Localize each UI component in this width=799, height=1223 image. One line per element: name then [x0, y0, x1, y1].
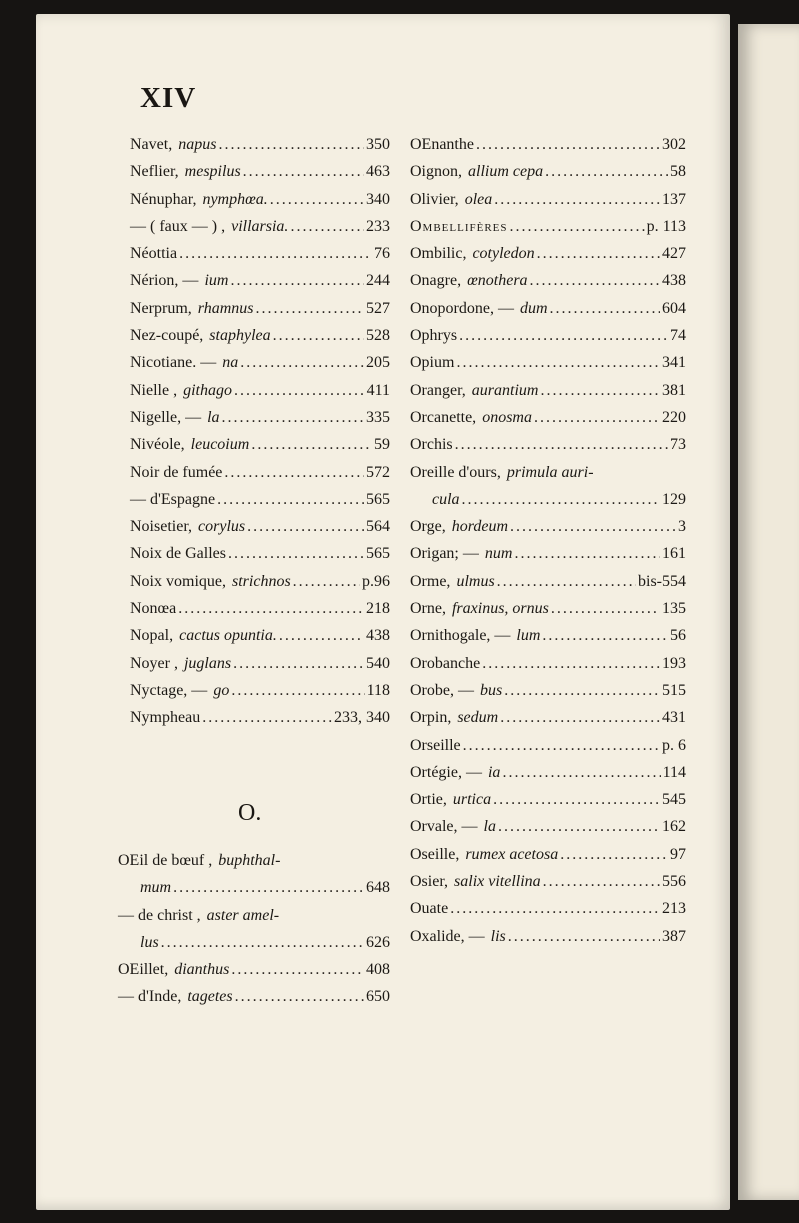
- index-entry: [410, 218, 686, 245]
- index-entry: [410, 573, 686, 600]
- index-entry: [130, 382, 390, 409]
- entry-page-number: 162: [662, 818, 686, 836]
- dot-leader: [234, 382, 365, 400]
- index-entry: [130, 655, 390, 682]
- dot-leader: [476, 136, 660, 154]
- dot-leader: [510, 218, 645, 236]
- index-entry: [410, 709, 686, 736]
- index-entry: [410, 682, 686, 709]
- entry-page-number: 545: [662, 791, 686, 809]
- entry-page-number: 193: [662, 654, 686, 672]
- entry-latin-name: cotyledon: [472, 245, 535, 263]
- dot-leader: [502, 764, 660, 782]
- index-entry: [410, 354, 686, 381]
- index-entry: [410, 655, 686, 682]
- entry-term: Ombilic,: [410, 245, 467, 263]
- dot-leader: [551, 600, 660, 618]
- entry-term: Ortie,: [410, 791, 447, 809]
- entry-term: — de christ ,: [118, 906, 201, 924]
- dot-leader: [455, 436, 668, 454]
- entry-page-number: 3: [678, 518, 686, 536]
- index-entry: [118, 879, 390, 906]
- entry-term: Ornithogale, —: [410, 627, 511, 645]
- index-entry: [410, 545, 686, 572]
- entry-term: Noisetier,: [130, 518, 193, 536]
- dot-leader: [540, 382, 660, 400]
- index-entry: [410, 873, 686, 900]
- entry-term: Nénuphar,: [130, 190, 197, 208]
- entry-page-number: 438: [366, 627, 390, 645]
- entry-term: OEillet,: [118, 961, 169, 979]
- entry-page-number: 411: [366, 381, 390, 399]
- entry-page-number: 604: [662, 299, 686, 317]
- dot-leader: [560, 846, 668, 864]
- index-entry: [130, 709, 390, 736]
- dot-leader: [514, 545, 660, 563]
- section-heading-o: O.: [238, 800, 262, 826]
- entry-term: Nielle ,: [130, 381, 178, 399]
- dot-leader: [224, 464, 364, 482]
- entry-page-number: 74: [670, 327, 686, 345]
- entry-page-number: 341: [662, 354, 686, 372]
- dot-leader: [542, 627, 668, 645]
- entry-term: Ortégie, —: [410, 763, 482, 781]
- index-entry: [130, 218, 390, 245]
- entry-latin-name: nymphœa.: [202, 190, 268, 208]
- index-entry: [410, 464, 686, 491]
- entry-latin-name: juglans: [183, 654, 232, 672]
- index-entry: [130, 300, 390, 327]
- entry-latin-name: strichnos: [232, 572, 291, 590]
- entry-page-number: p. 6: [662, 736, 686, 754]
- entry-latin-name: urtica: [452, 791, 492, 809]
- dot-leader: [230, 272, 364, 290]
- entry-page-number: 438: [662, 272, 686, 290]
- entry-term: Osier,: [410, 873, 449, 891]
- index-entry: [410, 900, 686, 927]
- dot-leader: [228, 545, 364, 563]
- dot-leader: [508, 928, 660, 946]
- entry-term: Noix de Galles: [130, 545, 226, 563]
- dot-leader: [273, 327, 364, 345]
- entry-term: Orobe, —: [410, 681, 474, 699]
- entry-latin-name: rumex acetosa: [465, 845, 559, 863]
- entry-page-number: 302: [662, 136, 686, 153]
- entry-latin-name: githago: [183, 381, 232, 399]
- dot-leader: [462, 491, 660, 509]
- dot-leader: [178, 600, 364, 618]
- entry-page-number: p. 113: [646, 217, 686, 235]
- entry-page-number: 114: [662, 763, 686, 781]
- entry-latin-name: aster amel-: [206, 906, 280, 924]
- entry-term: Noyer ,: [130, 654, 178, 672]
- entry-page-number: 340: [366, 190, 390, 208]
- dot-leader: [218, 136, 364, 154]
- entry-latin-name: staphylea: [209, 327, 271, 345]
- index-entry: [130, 409, 390, 436]
- entry-term: Orobanche: [410, 654, 481, 672]
- entry-page-number: 572: [366, 463, 390, 481]
- dot-leader: [497, 573, 636, 591]
- entry-term: Orne,: [410, 600, 446, 618]
- index-entry: [130, 136, 390, 163]
- entry-latin-name: salix vitellina: [454, 873, 541, 891]
- dot-leader: [498, 818, 660, 836]
- index-entry: [130, 245, 390, 272]
- index-column-left: [130, 136, 390, 737]
- index-entry: [410, 764, 686, 791]
- entry-latin-name: bus: [479, 681, 503, 699]
- entry-term: Nicotiane. —: [130, 354, 217, 372]
- dot-leader: [240, 354, 364, 372]
- entry-page-number: 463: [366, 163, 390, 181]
- entry-term: Noir de fumée: [130, 463, 223, 481]
- entry-page-number: 244: [366, 272, 390, 290]
- entry-page-number: 556: [662, 873, 686, 891]
- dot-leader: [251, 436, 372, 454]
- index-entry: [410, 409, 686, 436]
- entry-page-number: 515: [662, 681, 686, 699]
- index-entry: [410, 846, 686, 873]
- entry-term: Olivier,: [410, 190, 459, 208]
- entry-page-number: 408: [366, 961, 390, 979]
- entry-term: Oreille d'ours,: [410, 463, 501, 481]
- entry-term: Orchis: [410, 436, 453, 454]
- entry-page-number: 135: [662, 600, 686, 618]
- index-entry: [130, 573, 390, 600]
- dot-leader: [279, 627, 364, 645]
- index-entry: [410, 136, 686, 163]
- entry-page-number: 565: [366, 545, 390, 563]
- entry-term: Nonœa: [130, 600, 177, 618]
- entry-latin-name: num: [484, 545, 513, 563]
- index-entry: [130, 600, 390, 627]
- dot-leader: [500, 709, 660, 727]
- dot-leader: [231, 682, 364, 700]
- adjacent-page-edge: [738, 24, 799, 1200]
- entry-page-number: 527: [366, 299, 390, 317]
- entry-page-number: 213: [662, 900, 686, 918]
- entry-page-number: 350: [366, 136, 390, 153]
- dot-leader: [161, 934, 364, 952]
- entry-page-number: 540: [366, 654, 390, 672]
- entry-latin-name: dum: [519, 299, 548, 317]
- index-entry: [410, 245, 686, 272]
- entry-term: Oignon,: [410, 163, 462, 181]
- entry-latin-name: mum: [140, 879, 172, 897]
- dot-leader: [534, 409, 660, 427]
- index-entry: [118, 988, 390, 1015]
- entry-page-number: 59: [374, 436, 390, 454]
- entry-latin-name: corylus: [198, 518, 246, 536]
- index-entry: [130, 464, 390, 491]
- entry-term: Oxalide, —: [410, 927, 485, 945]
- dot-leader: [255, 300, 364, 318]
- entry-latin-name: la: [483, 818, 496, 836]
- index-entry: [130, 272, 390, 299]
- index-entry: [118, 961, 390, 988]
- entry-page-number: 58: [670, 163, 686, 181]
- index-entry: [118, 934, 390, 961]
- entry-latin-name: na: [222, 354, 239, 372]
- entry-latin-name: tagetes: [187, 988, 233, 1006]
- entry-term: Opium: [410, 354, 455, 372]
- entry-page-number: 118: [366, 681, 390, 699]
- entry-term: Orpin,: [410, 709, 452, 727]
- entry-page-number: 129: [662, 490, 686, 508]
- entry-latin-name: sedum: [457, 709, 499, 727]
- dot-leader: [173, 879, 364, 897]
- dot-leader: [231, 961, 364, 979]
- index-entry: [410, 928, 686, 955]
- dot-leader: [537, 245, 660, 263]
- entry-page-number: 387: [662, 927, 686, 945]
- entry-page-number: 233, 340: [334, 709, 390, 727]
- entry-latin-name: allium cepa: [468, 163, 544, 181]
- entry-term: Néottia: [130, 245, 178, 263]
- index-entry: [410, 518, 686, 545]
- entry-page-number: 528: [366, 327, 390, 345]
- entry-term: Neflier,: [130, 163, 179, 181]
- entry-term: Ombellifères: [410, 217, 508, 235]
- entry-latin-name: ia: [487, 763, 501, 781]
- index-entry: [130, 327, 390, 354]
- entry-latin-name: mespilus: [184, 163, 241, 181]
- page-number: XIV: [140, 82, 197, 114]
- index-entry: [410, 327, 686, 354]
- index-column-right: [410, 136, 686, 955]
- dot-leader: [222, 409, 364, 427]
- entry-term: Noix vomique,: [130, 572, 226, 590]
- entry-page-number: 220: [662, 408, 686, 426]
- entry-page-number: p.96: [362, 572, 390, 590]
- entry-page-number: bis-554: [638, 572, 686, 590]
- dot-leader: [270, 191, 364, 209]
- index-entry: [118, 907, 390, 934]
- entry-term: — ( faux — ) ,: [130, 217, 226, 235]
- index-entry: [130, 163, 390, 190]
- dot-leader: [510, 518, 676, 536]
- entry-page-number: 381: [662, 381, 686, 399]
- entry-term: Oseille,: [410, 845, 460, 863]
- index-entry: [410, 600, 686, 627]
- entry-term: Oranger,: [410, 381, 466, 399]
- entry-latin-name: œnothera: [467, 272, 528, 290]
- entry-term: Nopal,: [130, 627, 174, 645]
- entry-page-number: 427: [662, 245, 686, 263]
- entry-term: Nigelle, —: [130, 408, 202, 426]
- index-entry: [130, 436, 390, 463]
- index-entry: [410, 163, 686, 190]
- entry-page-number: 73: [670, 436, 686, 454]
- dot-leader: [233, 655, 364, 673]
- dot-leader: [247, 518, 364, 536]
- entry-latin-name: lum: [516, 627, 541, 645]
- index-entry: [410, 627, 686, 654]
- index-entry: [130, 518, 390, 545]
- entry-latin-name: onosma: [482, 408, 532, 426]
- entry-latin-name: la: [207, 408, 220, 426]
- entry-page-number: 56: [670, 627, 686, 645]
- entry-page-number: 97: [670, 845, 686, 863]
- index-entry: [130, 354, 390, 381]
- entry-latin-name: villarsia.: [231, 217, 289, 235]
- dot-leader: [243, 163, 364, 181]
- dot-leader: [463, 737, 660, 755]
- entry-latin-name: buphthal-: [218, 852, 281, 869]
- dot-leader: [179, 245, 372, 263]
- entry-page-number: 565: [366, 490, 390, 508]
- entry-page-number: 76: [374, 245, 390, 263]
- entry-page-number: 626: [366, 933, 390, 951]
- entry-term: Onagre,: [410, 272, 462, 290]
- dot-leader: [493, 791, 660, 809]
- index-entry: [130, 191, 390, 218]
- entry-term: Orcanette,: [410, 408, 477, 426]
- dot-leader: [530, 272, 660, 290]
- entry-term: Orvale, —: [410, 818, 478, 836]
- entry-term: Orseille: [410, 736, 461, 754]
- dot-leader: [450, 900, 660, 918]
- entry-latin-name: aurantium: [471, 381, 539, 399]
- entry-term: Ouate: [410, 900, 449, 918]
- entry-term: Onopordone, —: [410, 299, 514, 317]
- entry-latin-name: leucoium: [190, 436, 250, 454]
- index-entry: [410, 382, 686, 409]
- dot-leader: [550, 300, 660, 318]
- entry-latin-name: rhamnus: [197, 299, 254, 317]
- entry-term: Nez-coupé,: [130, 327, 204, 345]
- entry-page-number: 648: [366, 879, 390, 897]
- index-entry: [410, 491, 686, 518]
- entry-term: Navet,: [130, 136, 173, 153]
- entry-term: Nivéole,: [130, 436, 185, 454]
- index-column-left-o-section: [118, 852, 390, 1016]
- entry-latin-name: fraxinus, ornus: [451, 600, 549, 618]
- entry-term: Origan; —: [410, 545, 479, 563]
- entry-term: Orge,: [410, 518, 446, 536]
- index-entry: [130, 545, 390, 572]
- entry-page-number: 218: [366, 600, 390, 618]
- entry-latin-name: primula auri-: [506, 463, 594, 481]
- entry-term: — d'Espagne: [130, 490, 216, 508]
- dot-leader: [235, 988, 364, 1006]
- entry-latin-name: cula: [432, 490, 460, 508]
- entry-page-number: 137: [662, 190, 686, 208]
- entry-latin-name: go: [213, 681, 230, 699]
- index-entry: [130, 682, 390, 709]
- entry-term: OEil de bœuf ,: [118, 852, 213, 869]
- entry-page-number: 431: [662, 709, 686, 727]
- index-entry: [118, 852, 390, 879]
- entry-latin-name: ium: [204, 272, 229, 290]
- index-entry: [410, 737, 686, 764]
- entry-page-number: 335: [366, 408, 390, 426]
- dot-leader: [459, 327, 668, 345]
- entry-term: Nerprum,: [130, 299, 192, 317]
- entry-latin-name: olea: [464, 190, 493, 208]
- dot-leader: [504, 682, 660, 700]
- index-entry: [130, 491, 390, 518]
- entry-latin-name: ulmus: [456, 572, 495, 590]
- index-entry: [410, 791, 686, 818]
- index-entry: [410, 818, 686, 845]
- entry-latin-name: napus: [178, 136, 217, 153]
- entry-latin-name: hordeum: [451, 518, 508, 536]
- dot-leader: [290, 218, 364, 236]
- dot-leader: [293, 573, 360, 591]
- entry-term: Nympheau: [130, 709, 201, 727]
- entry-page-number: 161: [662, 545, 686, 563]
- entry-term: Nyctage, —: [130, 681, 208, 699]
- dot-leader: [543, 873, 660, 891]
- entry-page-number: 233: [366, 217, 390, 235]
- entry-page-number: 650: [366, 988, 390, 1006]
- entry-term: Ophrys: [410, 327, 458, 345]
- entry-term: Nérion, —: [130, 272, 199, 290]
- entry-term: Orme,: [410, 572, 451, 590]
- index-entry: [130, 627, 390, 654]
- dot-leader: [456, 354, 660, 372]
- index-entry: [410, 272, 686, 299]
- entry-page-number: 564: [366, 518, 390, 536]
- dot-leader: [545, 163, 668, 181]
- dot-leader: [202, 709, 332, 727]
- entry-latin-name: cactus opuntia.: [179, 627, 277, 645]
- entry-latin-name: dianthus: [174, 961, 230, 979]
- entry-term: — d'Inde,: [118, 988, 182, 1006]
- entry-term: OEnanthe: [410, 136, 474, 153]
- index-entry: [410, 436, 686, 463]
- entry-latin-name: lus: [140, 933, 159, 951]
- entry-latin-name: lis: [490, 927, 506, 945]
- dot-leader: [217, 491, 364, 509]
- index-entry: [410, 191, 686, 218]
- entry-page-number: 205: [366, 354, 390, 372]
- index-entry: [410, 300, 686, 327]
- dot-leader: [482, 655, 660, 673]
- dot-leader: [494, 191, 660, 209]
